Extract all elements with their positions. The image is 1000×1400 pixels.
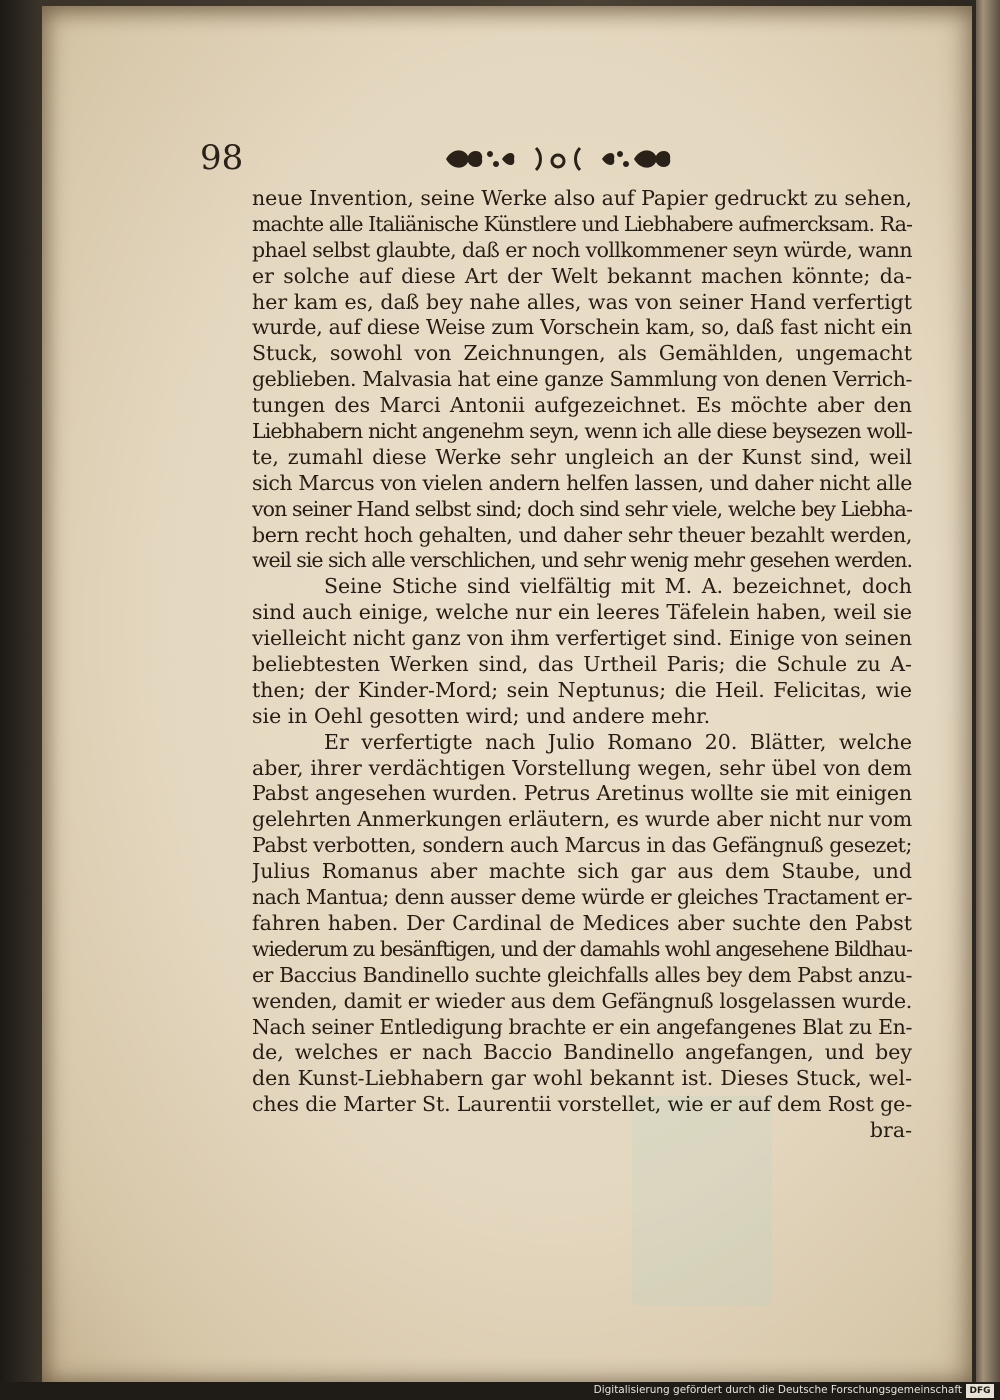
text-line: Liebhabern nicht angenehm seyn, wenn ich alle diese beysezen woll- xyxy=(252,419,912,444)
text-line: Julius Romanus aber machte sich gar aus dem Staube, und xyxy=(252,859,912,884)
fleuron-ornament-icon xyxy=(438,144,678,174)
text-line: wenden, damit er wieder aus dem Gefängnuß losgelassen wurde. xyxy=(252,988,912,1013)
page-number: 98 xyxy=(200,138,244,178)
text-line: wurde, auf diese Weise zum Vorschein kam, so, daß fast nicht ein xyxy=(252,315,912,340)
text-line: von seiner Hand selbst sind; doch sind sehr viele, welche bey Liebha- xyxy=(252,496,912,521)
text-line: sie in Oehl gesotten wird; und andere mehr. xyxy=(252,703,711,728)
text-line: bern recht hoch gehalten, und daher sehr theuer bezahlt werden, xyxy=(252,522,912,547)
book-gutter-edge xyxy=(0,0,40,1400)
dfg-logo: DFG xyxy=(966,1384,994,1398)
text-line: vielleicht nicht ganz von ihm verfertiget sind. Einige von seinen xyxy=(252,626,912,651)
text-line: beliebtesten Werken sind, das Urtheil Paris; die Schule zu A- xyxy=(252,652,912,677)
text-line: er Baccius Bandinello suchte gleichfalls alles bey dem Pabst anzu- xyxy=(252,962,912,987)
text-line: Seine Stiche sind vielfältig mit M. A. bezeichnet, doch xyxy=(324,574,912,599)
footer-credit: Digitalisierung gefördert durch die Deutsche Forschungsgemeinschaft xyxy=(593,1384,962,1396)
text-line: sich Marcus von vielen andern helfen lassen, und daher nicht alle xyxy=(252,470,912,495)
running-head xyxy=(200,138,740,178)
text-line: ches die Marter St. Laurentii vorstellet, wie er auf dem Rost ge- xyxy=(252,1092,912,1117)
text-line: Stuck, sowohl von Zeichnungen, als Gemählden, ungemacht xyxy=(252,341,912,366)
text-line: gelehrten Anmerkungen erläutern, es wurde aber nicht nur vom xyxy=(252,807,912,832)
text-line: sind auch einige, welche nur ein leeres Täfelein haben, weil sie xyxy=(252,600,912,625)
text-line: Nach seiner Entledigung brachte er ein angefangenes Blat zu En- xyxy=(252,1014,912,1039)
text-line: tungen des Marci Antonii aufgezeichnet. Es möchte aber den xyxy=(252,393,912,418)
text-line: den Kunst-Liebhabern gar wohl bekannt ist. Dieses Stuck, wel- xyxy=(252,1066,912,1091)
text-line: geblieben. Malvasia hat eine ganze Sammlung von denen Verrich- xyxy=(252,367,912,392)
text-line: then; der Kinder-Mord; sein Neptunus; die Heil. Felicitas, wie xyxy=(252,677,912,702)
text-line: Pabst verbotten, sondern auch Marcus in das Gefängnuß gesezet; xyxy=(252,833,912,858)
text-line: phael selbst glaubte, daß er noch vollkommener seyn würde, wann xyxy=(252,237,912,262)
text-line: Er verfertigte nach Julio Romano 20. Blätter, welche xyxy=(324,729,912,754)
catchword: bra- xyxy=(869,1118,912,1143)
text-line: Pabst angesehen wurden. Petrus Aretinus wollte sie mit einigen xyxy=(252,781,912,806)
text-line: wiederum zu besänftigen, und der damahls wohl angesehene Bildhau- xyxy=(252,936,912,961)
text-line: weil sie sich alle verschlichen, und sehr wenig mehr gesehen werden. xyxy=(252,548,912,573)
text-line: nach Mantua; denn ausser deme würde er gleiches Tractament er- xyxy=(252,885,912,910)
digitization-footer xyxy=(0,1382,1000,1400)
text-line: aber, ihrer verdächtigen Vorstellung wegen, sehr übel von dem xyxy=(252,755,912,780)
text-line: er solche auf diese Art der Welt bekannt machen könnte; da- xyxy=(252,263,912,288)
text-line: de, welches er nach Baccio Bandinello angefangen, und bey xyxy=(252,1040,912,1065)
text-line: fahren haben. Der Cardinal de Medices aber suchte den Pabst xyxy=(252,910,912,935)
page-stack-edge xyxy=(976,0,1000,1400)
text-line: te, zumahl diese Werke sehr ungleich an der Kunst sind, weil xyxy=(252,444,912,469)
text-line: neue Invention, seine Werke also auf Papier gedruckt zu sehen, xyxy=(252,186,912,210)
text-line: machte alle Italiänische Künstlere und Liebhabere aufmercksam. Ra- xyxy=(252,211,912,236)
body-text xyxy=(252,186,912,1144)
text-line: her kam es, daß bey nahe alles, was von seiner Hand verfertigt xyxy=(252,289,912,314)
